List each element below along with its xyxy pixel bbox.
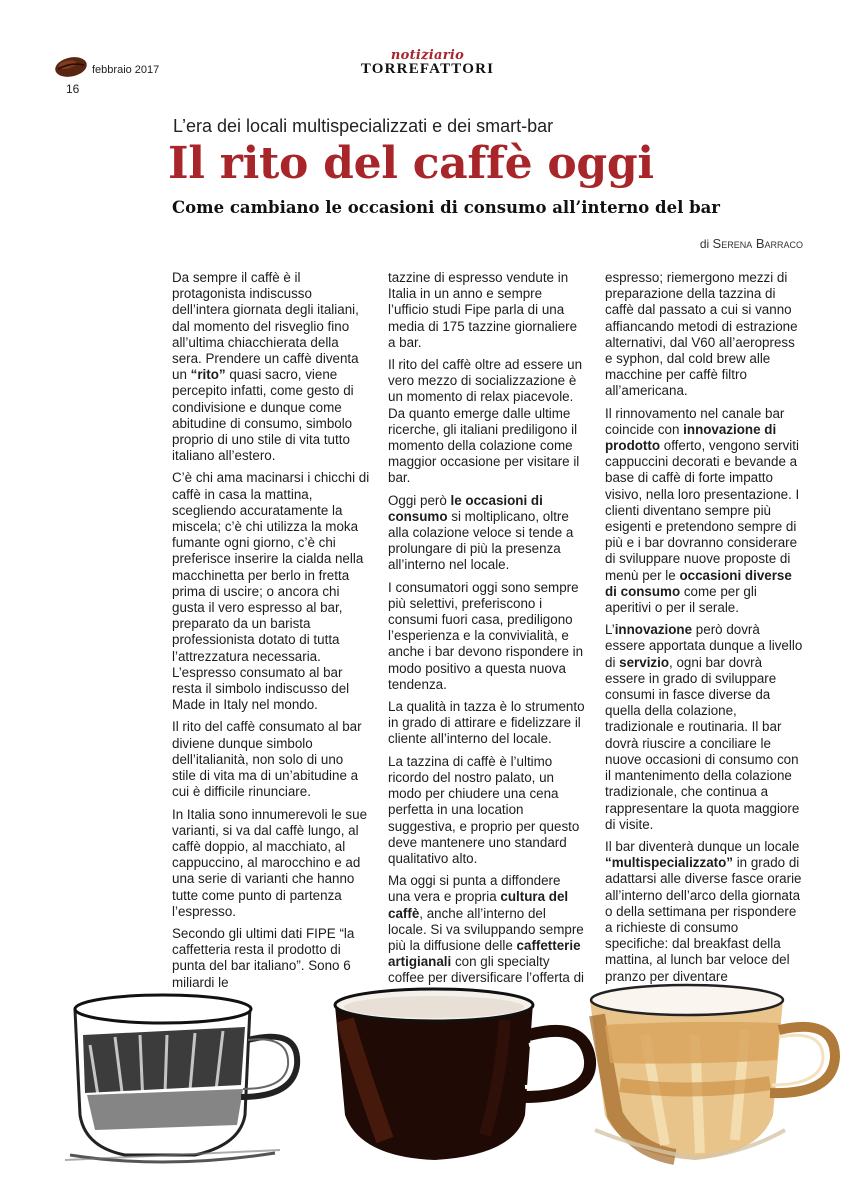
body-paragraph — [605, 406, 803, 617]
body-paragraph — [388, 580, 586, 693]
text-run: La tazzina di caffè è l’ultimo ricordo del nostro palato, un modo per chiudere una cena perfetta in una location suggestiva, e proprio per questo deve mantenere uno standard qualitativo alto. — [388, 753, 580, 866]
text-run: quasi sacro, viene percepito infatti, come gesto di condivisione e dunque come abitudine di consumo, simbolo proprio di uno stile di vita tutto italiano all’estero. — [172, 367, 354, 464]
text-run: espresso; riemergono mezzi di preparazione della tazzina di caffè dal passato a cui si vanno affiancando metodi di estrazione alternativi, dal V60 all’aeropress e syphon, dal cold brew alle macchine per caffè filtro all’americana. — [605, 270, 798, 399]
bold-phrase: innovazione — [614, 622, 693, 638]
byline-prefix: di — [699, 237, 710, 251]
text-run: Oggi però — [388, 492, 451, 508]
text-run: Da sempre il caffè è il protagonista indiscusso dell’intera giornata degli italiani, dal momento del risveglio fino all’ultima chiacchierata della sera. Prendere un caffè diventa un — [172, 270, 359, 383]
issue-date: febbraio 2017 — [92, 64, 160, 76]
bold-phrase: occasioni diverse di consumo — [605, 567, 792, 599]
article-byline — [700, 236, 803, 251]
text-run: L’ — [605, 622, 615, 638]
article-title: Il rito del caffè oggi — [168, 138, 654, 189]
yellow-cup-icon — [590, 985, 835, 1160]
text-run: Il bar diventerà dunque un locale — [605, 838, 800, 854]
text-run: , ogni bar dovrà essere in grado di sviluppare consumi in fasce diverse da quella della colazione, tradizionale e routinaria. Il bar dovrà riuscire a conciliare le nuove occasioni di consumo con il mantenimento della colazione tradizionale, che continua a rappresentare la quota maggiore di visite. — [605, 654, 800, 832]
text-run: tazzine di espresso vendute in Italia in un anno e sempre l’ufficio studi Fipe parla di una media di 175 tazzine giornaliere a bar. — [388, 270, 578, 350]
text-run: La qualità in tazza è lo strumento in grado di attirare e fidelizzare il cliente all’interno del locale. — [388, 699, 585, 747]
text-run: come per gli aperitivi o per il serale. — [605, 583, 757, 616]
body-paragraph — [388, 357, 586, 487]
coffee-cups-illustration — [45, 965, 815, 1170]
byline-author: Serena Barraco — [712, 236, 803, 251]
body-paragraph — [172, 719, 370, 800]
body-paragraph — [388, 270, 586, 351]
text-run: Ma oggi si punta a diffondere una vera e propria — [388, 873, 561, 905]
text-run: , anche all’interno del locale. Si va sviluppando sempre più la diffusione delle — [388, 905, 584, 953]
bold-phrase: le occasioni di consumo — [388, 492, 543, 524]
masthead-line2: TORREFATTORI — [360, 61, 495, 77]
dark-cup-icon — [335, 989, 590, 1160]
text-run: in grado di adattarsi alle diverse fasce orarie all’interno dell’arco della giornata o della settimana per rispondere a richieste di consumo specifiche: dal breakfast della mattina, al lunch bar veloce del pranzo per diventare — [605, 855, 802, 984]
body-paragraph — [172, 807, 370, 920]
bold-phrase: “rito” — [190, 367, 226, 383]
body-paragraph — [172, 470, 370, 713]
body-paragraph — [388, 754, 586, 867]
page-number: 16 — [66, 82, 80, 96]
article-kicker: L’era dei locali multispecializzati e dei smart-bar — [173, 116, 554, 136]
article-column-3 — [605, 270, 803, 984]
article-column-1 — [172, 270, 370, 990]
body-paragraph — [388, 493, 586, 574]
masthead-line1: notiziario — [390, 48, 465, 63]
article-subtitle: Come cambiano le occasioni di consumo all’interno del bar — [172, 198, 721, 217]
body-paragraph — [605, 839, 803, 985]
bold-phrase: caffetterie artigianali — [388, 937, 581, 970]
magazine-masthead — [0, 49, 855, 77]
text-run: Il rinnovamento nel canale bar coincide con — [605, 405, 785, 437]
body-paragraph — [388, 699, 586, 748]
text-run: Secondo gli ultimi dati FIPE “la caffetteria resta il prodotto di punta del bar italiano”. Sono 6 miliardi le — [172, 925, 355, 990]
bold-phrase: “multispecializzato” — [605, 855, 733, 871]
text-run: con gli specialty coffee per diversificare l’offerta di — [388, 954, 585, 986]
text-run: offerto, vengono serviti cappuccini decorati e bevande a base di caffè di forte impatto visivo, nella loro presentazione. I clienti diventano sempre più esigenti e pretendono sempre di più e i bar dovranno considerare di sviluppare nuove proposte di menù per le — [605, 438, 800, 583]
body-paragraph — [605, 622, 803, 833]
text-run: C’è chi ama macinarsi i chicchi di caffè in casa la mattina, scegliendo accuratamente la miscela; c’è chi utilizza la moka fumante ogni giorno, c’è chi preferisce inserire la cialda nella macchinetta per berlo in fretta prima di uscire; o ancora chi gusta il vero espresso al bar, preparato da un barista professionista dotato di tutta l’attrezzatura necessaria. L’espresso consumato al bar resta il simbolo indiscusso del Made in Italy nel mondo. — [172, 470, 370, 713]
text-run: Il rito del caffè consumato al bar diviene dunque simbolo dell’italianità, non solo di uno stile di vita ma di un’abitudine a cui è difficile rinunciare. — [172, 719, 362, 800]
text-run: Il rito del caffè oltre ad essere un vero mezzo di socializzazione è un momento di relax piacevole. Da quanto emerge dalle ultime ricerche, gli italiani prediligono il momento della colazione come maggior occasione per visitare il bar. — [388, 357, 583, 486]
sketch-cup-icon — [65, 995, 297, 1162]
body-paragraph — [172, 270, 370, 464]
article-column-2 — [388, 270, 586, 986]
bold-phrase: servizio — [619, 654, 670, 670]
text-run: In Italia sono innumerevoli le sue varianti, si va dal caffè lungo, al caffè doppio, al macchiato, al cappuccino, al marocchino e ad una serie di varianti che hanno tutte come punto di partenza l’espresso. — [172, 806, 368, 919]
body-paragraph — [605, 270, 803, 400]
text-run: si moltiplicano, oltre alla colazione veloce si tende a prolungare di più la presenza all’interno nel locale. — [388, 508, 574, 573]
bold-phrase: cultura del caffè — [388, 889, 569, 921]
bold-phrase: innovazione di prodotto — [605, 421, 777, 454]
text-run: però dovrà essere apportata dunque a livello di — [605, 622, 803, 670]
text-run: I consumatori oggi sono sempre più selettivi, preferiscono i consumi fuori casa, prediligono l’esperienza e la convivialità, e anche i bar devono rispondere in modo positivo a questa nuova tendenza. — [388, 579, 584, 692]
